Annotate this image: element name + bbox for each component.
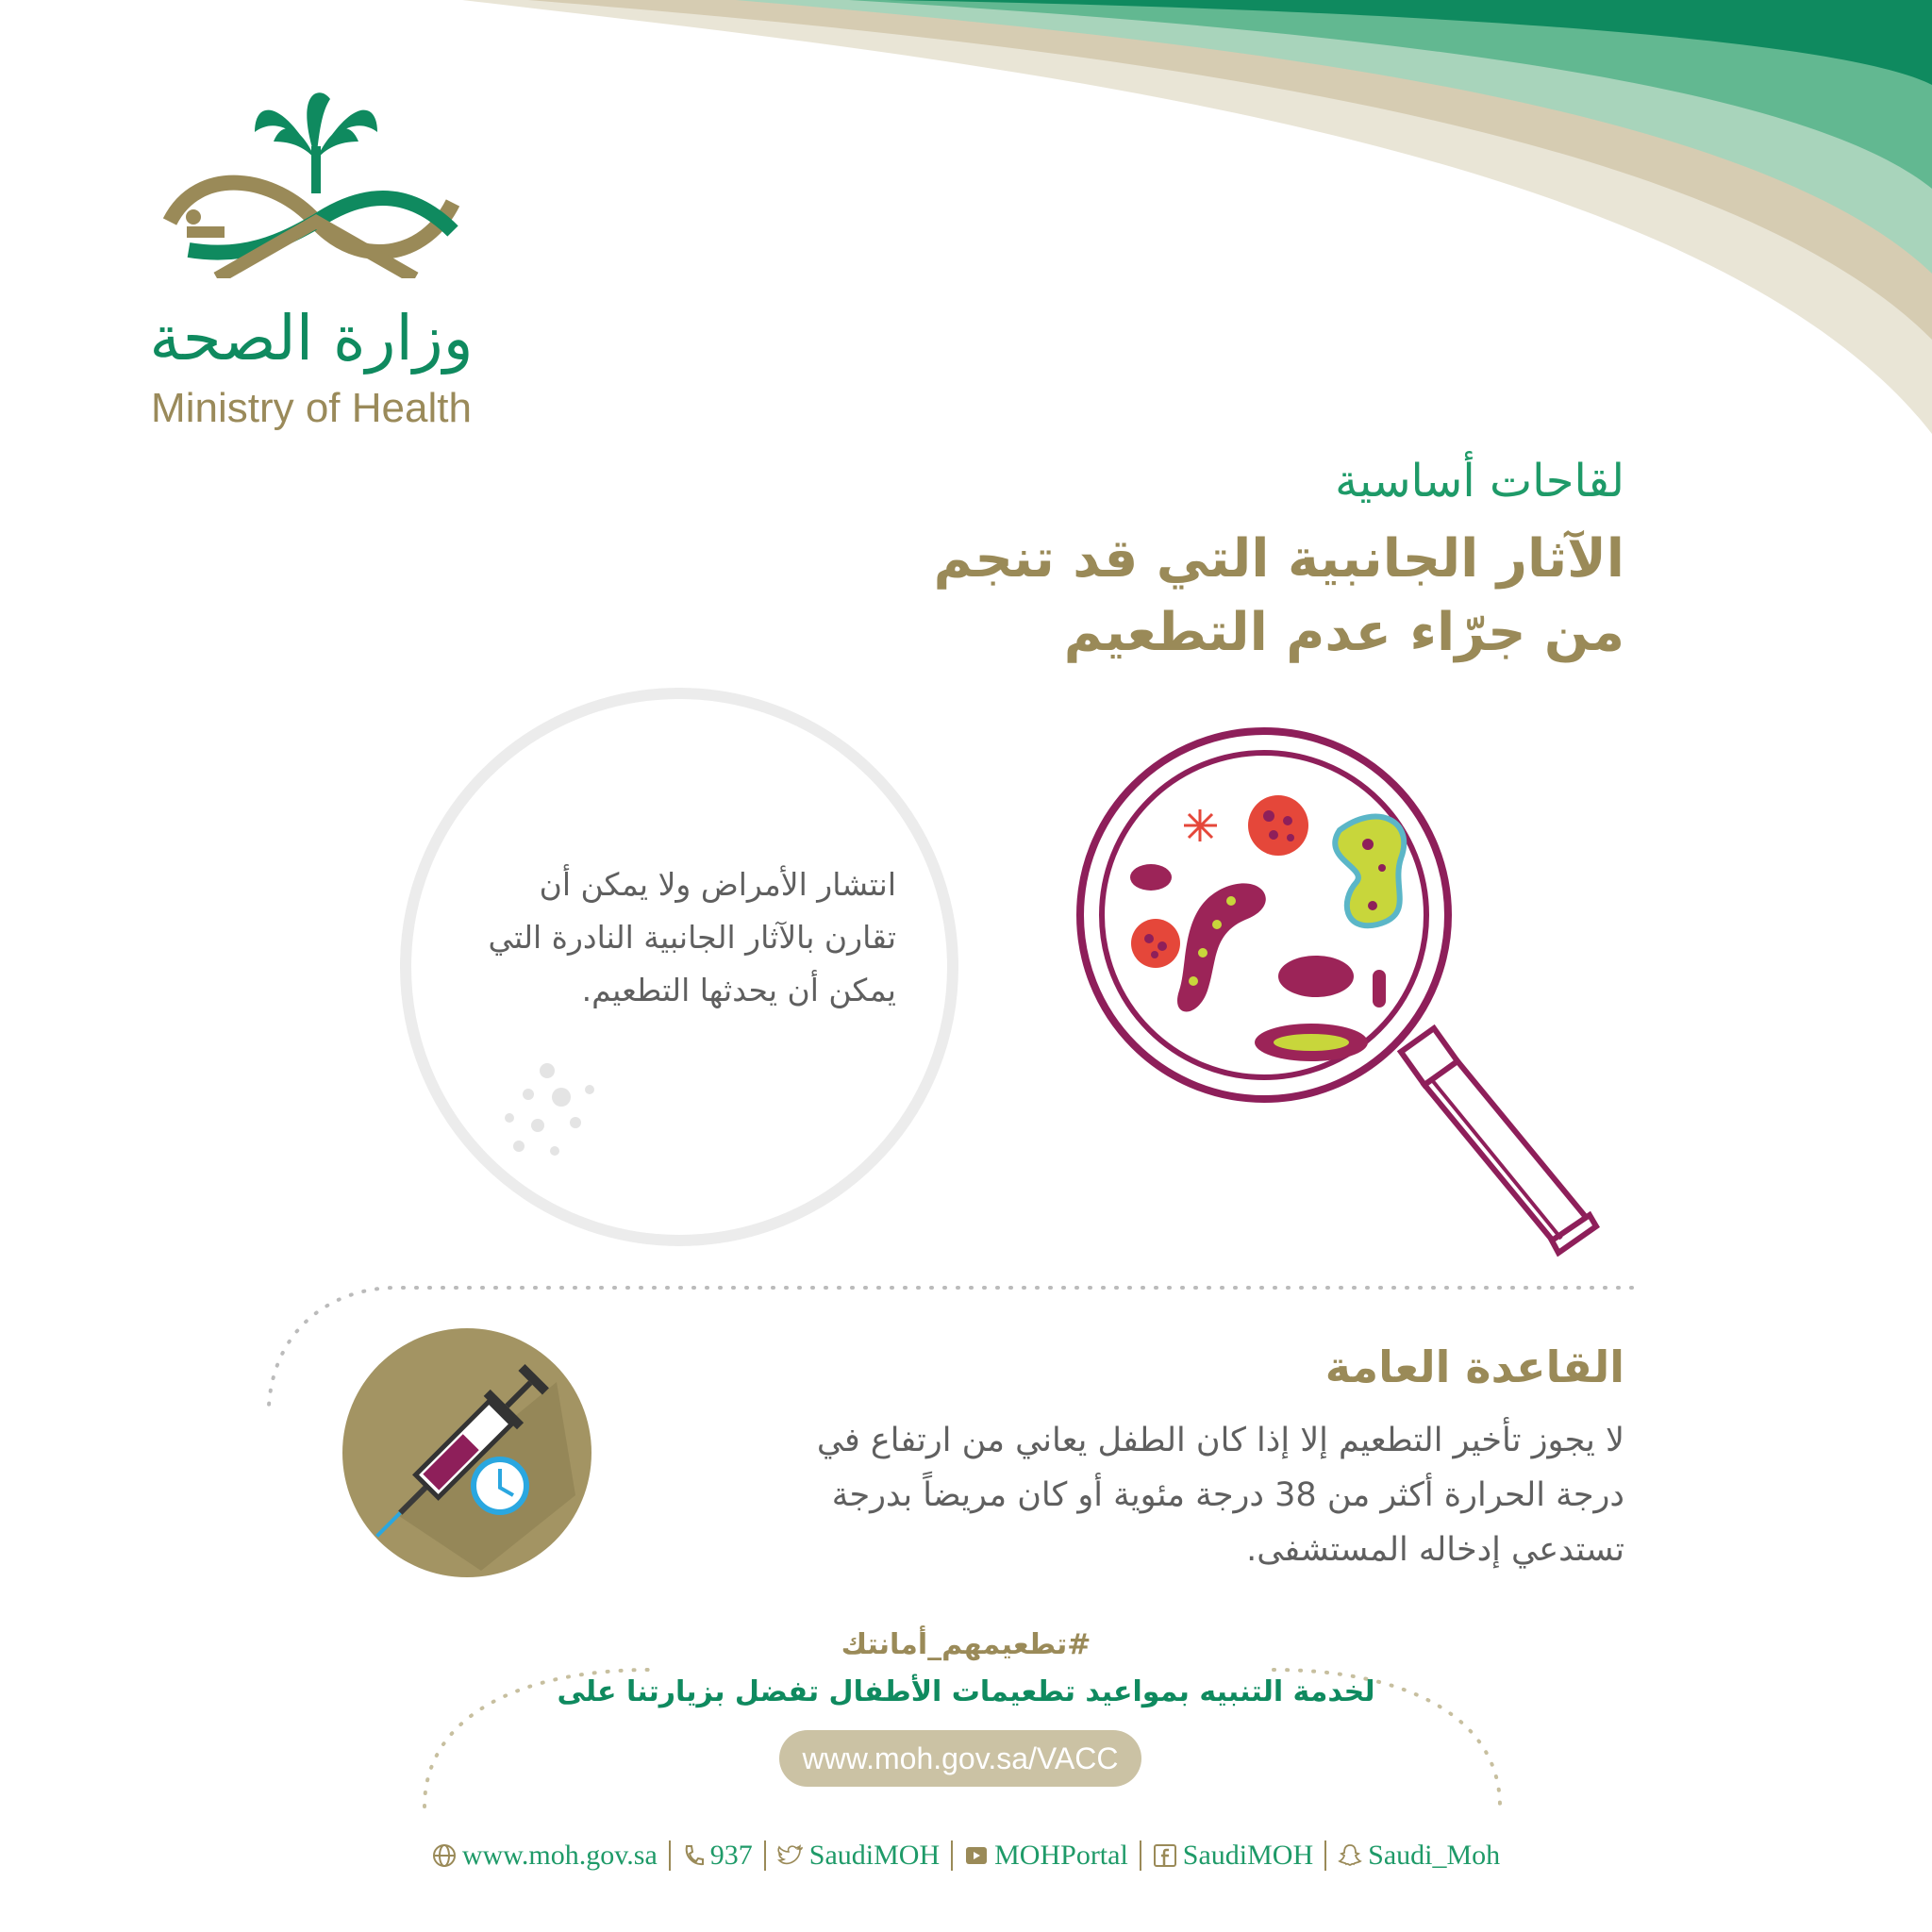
youtube-icon <box>964 1843 989 1868</box>
contact-label: 937 <box>709 1840 753 1871</box>
page-title-line2: من جرّاء عدم التطعيم <box>1063 602 1624 663</box>
rule-title: القاعدة العامة <box>1324 1341 1624 1392</box>
logo-english-name: Ministry of Health <box>151 385 472 431</box>
contact-label: www.moh.gov.sa <box>461 1840 658 1871</box>
contact-facebook[interactable] <box>1141 1840 1324 1872</box>
magnifier-germs-illustration <box>1075 717 1604 1264</box>
twitter-icon <box>777 1844 804 1867</box>
contact-website[interactable] <box>421 1840 669 1872</box>
snapchat-icon <box>1338 1843 1362 1868</box>
globe-icon <box>432 1843 457 1868</box>
contact-snapchat[interactable] <box>1326 1840 1511 1872</box>
hashtag: #تطعيمهم_أمانتك <box>841 1628 1091 1661</box>
contact-twitter[interactable] <box>766 1840 951 1872</box>
facebook-icon <box>1153 1843 1177 1868</box>
phone-icon <box>682 1843 705 1868</box>
subtitle: لقاحات أساسية <box>1335 455 1624 508</box>
syringe-clock-icon <box>340 1325 594 1580</box>
contact-youtube[interactable] <box>953 1840 1140 1872</box>
contact-label: Saudi_Moh <box>1368 1840 1501 1871</box>
logo-arabic-name: وزارة الصحة <box>149 302 474 375</box>
contact-label: SaudiMOH <box>1182 1840 1314 1871</box>
contact-footer <box>0 1840 1932 1872</box>
contact-phone[interactable] <box>671 1840 764 1872</box>
bubble-text: انتشار الأمراض ولا يمكن أن تقارن بالآثار الجانبية النادرة التي يمكن أن يحدثها التطعيم. <box>488 866 896 1008</box>
contact-label: MOHPortal <box>994 1840 1128 1871</box>
contact-label: SaudiMOH <box>808 1840 941 1871</box>
rule-text: لا يجوز تأخير التطعيم إلا إذا كان الطفل يعاني من ارتفاع في درجة الحرارة أكثر من 38 درجة مئوية أو كان مريضاً بدرجة تستدعي إدخاله المستشفى. <box>816 1422 1624 1569</box>
moh-logo-emblem <box>160 90 472 278</box>
page-title-line1: الآثار الجانبية التي قد تنجم <box>933 528 1624 590</box>
vaccination-notice: لخدمة التنبيه بمواعيد تطعيمات الأطفال تفضل بزيارتنا على <box>557 1675 1375 1708</box>
vacc-url-link[interactable]: www.moh.gov.sa/VACC <box>779 1730 1141 1787</box>
